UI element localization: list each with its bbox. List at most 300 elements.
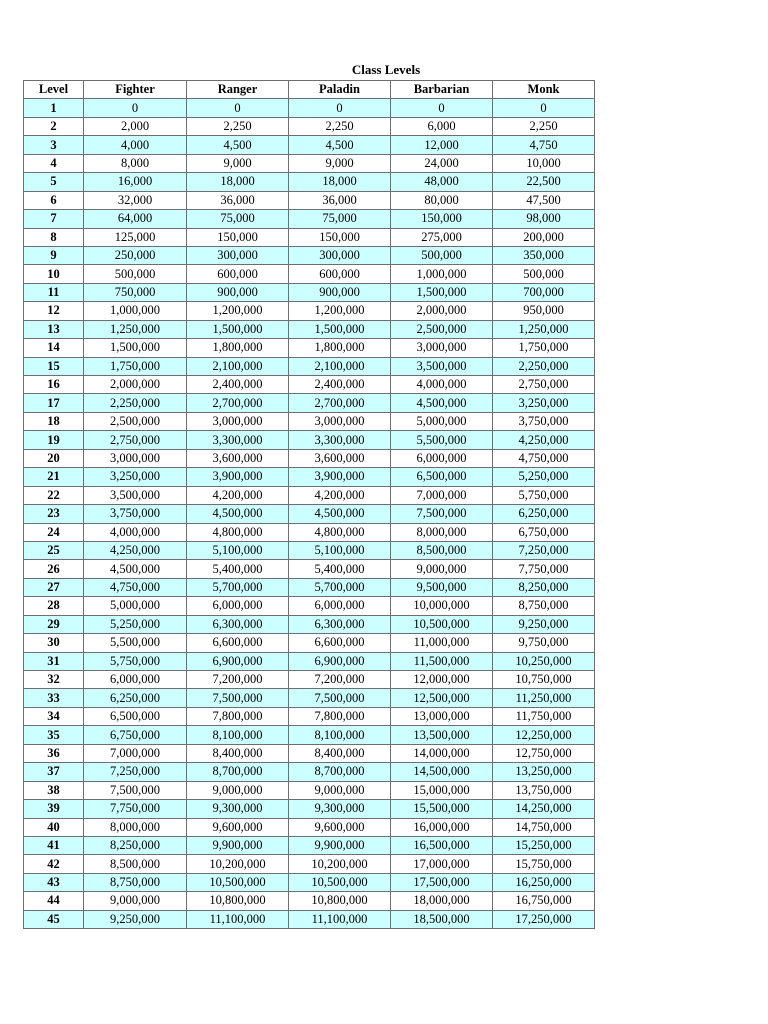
level-cell: 8 bbox=[24, 228, 84, 246]
monk-cell: 3,750,000 bbox=[493, 412, 595, 430]
barbarian-cell: 3,000,000 bbox=[391, 339, 493, 357]
column-header-level: Level bbox=[24, 81, 84, 99]
fighter-cell: 5,750,000 bbox=[84, 652, 187, 670]
level-cell: 9 bbox=[24, 246, 84, 264]
barbarian-cell: 7,000,000 bbox=[391, 486, 493, 504]
table-row bbox=[24, 265, 595, 283]
paladin-cell: 9,900,000 bbox=[289, 836, 391, 854]
table-row bbox=[24, 320, 595, 338]
paladin-cell: 6,300,000 bbox=[289, 615, 391, 633]
monk-cell: 7,250,000 bbox=[493, 541, 595, 559]
level-cell: 17 bbox=[24, 394, 84, 412]
barbarian-cell: 16,500,000 bbox=[391, 836, 493, 854]
monk-cell: 13,250,000 bbox=[493, 763, 595, 781]
monk-cell: 4,750,000 bbox=[493, 449, 595, 467]
level-cell: 10 bbox=[24, 265, 84, 283]
table-row bbox=[24, 873, 595, 891]
paladin-cell: 150,000 bbox=[289, 228, 391, 246]
column-header-fighter: Fighter bbox=[84, 81, 187, 99]
fighter-cell: 9,250,000 bbox=[84, 910, 187, 928]
level-cell: 14 bbox=[24, 339, 84, 357]
paladin-cell: 3,000,000 bbox=[289, 412, 391, 430]
fighter-cell: 7,250,000 bbox=[84, 763, 187, 781]
fighter-cell: 1,000,000 bbox=[84, 302, 187, 320]
fighter-cell: 250,000 bbox=[84, 246, 187, 264]
paladin-cell: 2,100,000 bbox=[289, 357, 391, 375]
monk-cell: 10,250,000 bbox=[493, 652, 595, 670]
paladin-cell: 2,400,000 bbox=[289, 376, 391, 394]
table-row bbox=[24, 99, 595, 117]
monk-cell: 16,250,000 bbox=[493, 873, 595, 891]
fighter-cell: 7,000,000 bbox=[84, 744, 187, 762]
monk-cell: 1,750,000 bbox=[493, 339, 595, 357]
level-cell: 44 bbox=[24, 892, 84, 910]
ranger-cell: 3,000,000 bbox=[187, 412, 289, 430]
fighter-cell: 4,000 bbox=[84, 136, 187, 154]
fighter-cell: 16,000 bbox=[84, 173, 187, 191]
monk-cell: 11,250,000 bbox=[493, 689, 595, 707]
column-header-ranger: Ranger bbox=[187, 81, 289, 99]
level-cell: 43 bbox=[24, 873, 84, 891]
monk-cell: 8,750,000 bbox=[493, 597, 595, 615]
paladin-cell: 4,500 bbox=[289, 136, 391, 154]
level-cell: 41 bbox=[24, 836, 84, 854]
ranger-cell: 75,000 bbox=[187, 210, 289, 228]
ranger-cell: 10,800,000 bbox=[187, 892, 289, 910]
ranger-cell: 8,100,000 bbox=[187, 726, 289, 744]
fighter-cell: 3,500,000 bbox=[84, 486, 187, 504]
level-cell: 2 bbox=[24, 117, 84, 135]
paladin-cell: 6,900,000 bbox=[289, 652, 391, 670]
monk-cell: 15,750,000 bbox=[493, 855, 595, 873]
ranger-cell: 10,200,000 bbox=[187, 855, 289, 873]
table-row bbox=[24, 228, 595, 246]
monk-cell: 5,750,000 bbox=[493, 486, 595, 504]
barbarian-cell: 2,500,000 bbox=[391, 320, 493, 338]
barbarian-cell: 14,000,000 bbox=[391, 744, 493, 762]
fighter-cell: 1,750,000 bbox=[84, 357, 187, 375]
paladin-cell: 11,100,000 bbox=[289, 910, 391, 928]
table-row bbox=[24, 210, 595, 228]
ranger-cell: 2,250 bbox=[187, 117, 289, 135]
table-row bbox=[24, 246, 595, 264]
monk-cell: 10,000 bbox=[493, 154, 595, 172]
paladin-cell: 10,800,000 bbox=[289, 892, 391, 910]
paladin-cell: 3,600,000 bbox=[289, 449, 391, 467]
barbarian-cell: 500,000 bbox=[391, 246, 493, 264]
paladin-cell: 10,200,000 bbox=[289, 855, 391, 873]
class-levels-table bbox=[23, 80, 595, 929]
paladin-cell: 1,800,000 bbox=[289, 339, 391, 357]
table-title: Class Levels bbox=[351, 62, 421, 77]
barbarian-cell: 17,500,000 bbox=[391, 873, 493, 891]
ranger-cell: 11,100,000 bbox=[187, 910, 289, 928]
fighter-cell: 7,750,000 bbox=[84, 800, 187, 818]
level-cell: 37 bbox=[24, 763, 84, 781]
monk-cell: 2,250,000 bbox=[493, 357, 595, 375]
level-cell: 21 bbox=[24, 468, 84, 486]
ranger-cell: 1,200,000 bbox=[187, 302, 289, 320]
table-row bbox=[24, 744, 595, 762]
ranger-cell: 10,500,000 bbox=[187, 873, 289, 891]
monk-cell: 13,750,000 bbox=[493, 781, 595, 799]
fighter-cell: 6,750,000 bbox=[84, 726, 187, 744]
fighter-cell: 6,000,000 bbox=[84, 671, 187, 689]
table-row bbox=[24, 431, 595, 449]
level-cell: 40 bbox=[24, 818, 84, 836]
monk-cell: 15,250,000 bbox=[493, 836, 595, 854]
ranger-cell: 4,800,000 bbox=[187, 523, 289, 541]
ranger-cell: 3,900,000 bbox=[187, 468, 289, 486]
table-row bbox=[24, 671, 595, 689]
fighter-cell: 750,000 bbox=[84, 283, 187, 301]
monk-cell: 14,750,000 bbox=[493, 818, 595, 836]
monk-cell: 200,000 bbox=[493, 228, 595, 246]
ranger-cell: 2,400,000 bbox=[187, 376, 289, 394]
monk-cell: 12,750,000 bbox=[493, 744, 595, 762]
table-row bbox=[24, 523, 595, 541]
monk-cell: 6,250,000 bbox=[493, 505, 595, 523]
paladin-cell: 5,700,000 bbox=[289, 578, 391, 596]
fighter-cell: 3,750,000 bbox=[84, 505, 187, 523]
level-cell: 27 bbox=[24, 578, 84, 596]
ranger-cell: 2,100,000 bbox=[187, 357, 289, 375]
paladin-cell: 8,400,000 bbox=[289, 744, 391, 762]
barbarian-cell: 17,000,000 bbox=[391, 855, 493, 873]
barbarian-cell: 8,000,000 bbox=[391, 523, 493, 541]
paladin-cell: 600,000 bbox=[289, 265, 391, 283]
ranger-cell: 900,000 bbox=[187, 283, 289, 301]
barbarian-cell: 15,500,000 bbox=[391, 800, 493, 818]
table-row bbox=[24, 468, 595, 486]
ranger-cell: 9,300,000 bbox=[187, 800, 289, 818]
fighter-cell: 1,250,000 bbox=[84, 320, 187, 338]
ranger-cell: 4,500 bbox=[187, 136, 289, 154]
ranger-cell: 9,600,000 bbox=[187, 818, 289, 836]
barbarian-cell: 11,500,000 bbox=[391, 652, 493, 670]
column-header-paladin: Paladin bbox=[289, 81, 391, 99]
table-row bbox=[24, 781, 595, 799]
table-row bbox=[24, 763, 595, 781]
fighter-cell: 4,250,000 bbox=[84, 541, 187, 559]
monk-cell: 9,750,000 bbox=[493, 634, 595, 652]
level-cell: 31 bbox=[24, 652, 84, 670]
barbarian-cell: 4,000,000 bbox=[391, 376, 493, 394]
level-cell: 45 bbox=[24, 910, 84, 928]
fighter-cell: 4,750,000 bbox=[84, 578, 187, 596]
monk-cell: 22,500 bbox=[493, 173, 595, 191]
barbarian-cell: 2,000,000 bbox=[391, 302, 493, 320]
fighter-cell: 500,000 bbox=[84, 265, 187, 283]
ranger-cell: 7,500,000 bbox=[187, 689, 289, 707]
table-row bbox=[24, 818, 595, 836]
ranger-cell: 8,700,000 bbox=[187, 763, 289, 781]
level-cell: 15 bbox=[24, 357, 84, 375]
fighter-cell: 8,500,000 bbox=[84, 855, 187, 873]
monk-cell: 8,250,000 bbox=[493, 578, 595, 596]
level-cell: 16 bbox=[24, 376, 84, 394]
ranger-cell: 9,000,000 bbox=[187, 781, 289, 799]
level-cell: 7 bbox=[24, 210, 84, 228]
table-row bbox=[24, 597, 595, 615]
fighter-cell: 5,500,000 bbox=[84, 634, 187, 652]
paladin-cell: 5,100,000 bbox=[289, 541, 391, 559]
table-row bbox=[24, 505, 595, 523]
monk-cell: 5,250,000 bbox=[493, 468, 595, 486]
paladin-cell: 36,000 bbox=[289, 191, 391, 209]
table-row bbox=[24, 707, 595, 725]
paladin-cell: 6,000,000 bbox=[289, 597, 391, 615]
monk-cell: 11,750,000 bbox=[493, 707, 595, 725]
table-row bbox=[24, 560, 595, 578]
table-row bbox=[24, 136, 595, 154]
level-cell: 32 bbox=[24, 671, 84, 689]
level-cell: 5 bbox=[24, 173, 84, 191]
table-row bbox=[24, 394, 595, 412]
monk-cell: 4,250,000 bbox=[493, 431, 595, 449]
ranger-cell: 5,400,000 bbox=[187, 560, 289, 578]
paladin-cell: 4,500,000 bbox=[289, 505, 391, 523]
table-row bbox=[24, 892, 595, 910]
level-cell: 30 bbox=[24, 634, 84, 652]
paladin-cell: 8,100,000 bbox=[289, 726, 391, 744]
table-row bbox=[24, 726, 595, 744]
ranger-cell: 5,100,000 bbox=[187, 541, 289, 559]
level-cell: 6 bbox=[24, 191, 84, 209]
barbarian-cell: 12,000,000 bbox=[391, 671, 493, 689]
level-cell: 13 bbox=[24, 320, 84, 338]
fighter-cell: 7,500,000 bbox=[84, 781, 187, 799]
header-row bbox=[24, 81, 595, 99]
level-cell: 18 bbox=[24, 412, 84, 430]
monk-cell: 4,750 bbox=[493, 136, 595, 154]
barbarian-cell: 6,000 bbox=[391, 117, 493, 135]
paladin-cell: 8,700,000 bbox=[289, 763, 391, 781]
paladin-cell: 9,600,000 bbox=[289, 818, 391, 836]
paladin-cell: 75,000 bbox=[289, 210, 391, 228]
ranger-cell: 6,300,000 bbox=[187, 615, 289, 633]
fighter-cell: 2,000 bbox=[84, 117, 187, 135]
table-row bbox=[24, 117, 595, 135]
fighter-cell: 3,000,000 bbox=[84, 449, 187, 467]
monk-cell: 17,250,000 bbox=[493, 910, 595, 928]
paladin-cell: 9,000 bbox=[289, 154, 391, 172]
barbarian-cell: 9,000,000 bbox=[391, 560, 493, 578]
paladin-cell: 7,200,000 bbox=[289, 671, 391, 689]
paladin-cell: 3,900,000 bbox=[289, 468, 391, 486]
paladin-cell: 4,200,000 bbox=[289, 486, 391, 504]
level-cell: 24 bbox=[24, 523, 84, 541]
monk-cell: 0 bbox=[493, 99, 595, 117]
table-row bbox=[24, 357, 595, 375]
monk-cell: 10,750,000 bbox=[493, 671, 595, 689]
monk-cell: 9,250,000 bbox=[493, 615, 595, 633]
paladin-cell: 1,500,000 bbox=[289, 320, 391, 338]
barbarian-cell: 18,500,000 bbox=[391, 910, 493, 928]
level-cell: 26 bbox=[24, 560, 84, 578]
table-row bbox=[24, 191, 595, 209]
barbarian-cell: 1,500,000 bbox=[391, 283, 493, 301]
level-cell: 36 bbox=[24, 744, 84, 762]
barbarian-cell: 11,000,000 bbox=[391, 634, 493, 652]
paladin-cell: 10,500,000 bbox=[289, 873, 391, 891]
paladin-cell: 7,500,000 bbox=[289, 689, 391, 707]
fighter-cell: 2,250,000 bbox=[84, 394, 187, 412]
level-cell: 29 bbox=[24, 615, 84, 633]
paladin-cell: 3,300,000 bbox=[289, 431, 391, 449]
monk-cell: 6,750,000 bbox=[493, 523, 595, 541]
ranger-cell: 600,000 bbox=[187, 265, 289, 283]
fighter-cell: 5,250,000 bbox=[84, 615, 187, 633]
fighter-cell: 1,500,000 bbox=[84, 339, 187, 357]
barbarian-cell: 48,000 bbox=[391, 173, 493, 191]
barbarian-cell: 3,500,000 bbox=[391, 357, 493, 375]
monk-cell: 12,250,000 bbox=[493, 726, 595, 744]
barbarian-cell: 9,500,000 bbox=[391, 578, 493, 596]
level-cell: 1 bbox=[24, 99, 84, 117]
paladin-cell: 4,800,000 bbox=[289, 523, 391, 541]
table-row bbox=[24, 541, 595, 559]
paladin-cell: 1,200,000 bbox=[289, 302, 391, 320]
level-cell: 4 bbox=[24, 154, 84, 172]
fighter-cell: 2,000,000 bbox=[84, 376, 187, 394]
fighter-cell: 6,500,000 bbox=[84, 707, 187, 725]
level-cell: 22 bbox=[24, 486, 84, 504]
fighter-cell: 8,000,000 bbox=[84, 818, 187, 836]
fighter-cell: 8,250,000 bbox=[84, 836, 187, 854]
ranger-cell: 18,000 bbox=[187, 173, 289, 191]
monk-cell: 2,750,000 bbox=[493, 376, 595, 394]
barbarian-cell: 15,000,000 bbox=[391, 781, 493, 799]
level-cell: 34 bbox=[24, 707, 84, 725]
level-cell: 20 bbox=[24, 449, 84, 467]
level-cell: 3 bbox=[24, 136, 84, 154]
barbarian-cell: 6,500,000 bbox=[391, 468, 493, 486]
fighter-cell: 8,000 bbox=[84, 154, 187, 172]
monk-cell: 500,000 bbox=[493, 265, 595, 283]
fighter-cell: 125,000 bbox=[84, 228, 187, 246]
level-cell: 39 bbox=[24, 800, 84, 818]
barbarian-cell: 16,000,000 bbox=[391, 818, 493, 836]
monk-cell: 98,000 bbox=[493, 210, 595, 228]
level-cell: 19 bbox=[24, 431, 84, 449]
table-row bbox=[24, 412, 595, 430]
barbarian-cell: 24,000 bbox=[391, 154, 493, 172]
level-cell: 25 bbox=[24, 541, 84, 559]
barbarian-cell: 5,000,000 bbox=[391, 412, 493, 430]
fighter-cell: 2,750,000 bbox=[84, 431, 187, 449]
monk-cell: 700,000 bbox=[493, 283, 595, 301]
ranger-cell: 3,300,000 bbox=[187, 431, 289, 449]
monk-cell: 47,500 bbox=[493, 191, 595, 209]
ranger-cell: 4,500,000 bbox=[187, 505, 289, 523]
monk-cell: 350,000 bbox=[493, 246, 595, 264]
table-row bbox=[24, 486, 595, 504]
table-row bbox=[24, 855, 595, 873]
barbarian-cell: 10,500,000 bbox=[391, 615, 493, 633]
monk-cell: 1,250,000 bbox=[493, 320, 595, 338]
column-header-barbarian: Barbarian bbox=[391, 81, 493, 99]
table-row bbox=[24, 800, 595, 818]
fighter-cell: 4,000,000 bbox=[84, 523, 187, 541]
monk-cell: 3,250,000 bbox=[493, 394, 595, 412]
monk-cell: 2,250 bbox=[493, 117, 595, 135]
ranger-cell: 7,200,000 bbox=[187, 671, 289, 689]
ranger-cell: 6,600,000 bbox=[187, 634, 289, 652]
table-row bbox=[24, 652, 595, 670]
barbarian-cell: 13,000,000 bbox=[391, 707, 493, 725]
fighter-cell: 9,000,000 bbox=[84, 892, 187, 910]
ranger-cell: 5,700,000 bbox=[187, 578, 289, 596]
barbarian-cell: 0 bbox=[391, 99, 493, 117]
fighter-cell: 3,250,000 bbox=[84, 468, 187, 486]
ranger-cell: 2,700,000 bbox=[187, 394, 289, 412]
table-row bbox=[24, 173, 595, 191]
table-row bbox=[24, 302, 595, 320]
barbarian-cell: 4,500,000 bbox=[391, 394, 493, 412]
paladin-cell: 300,000 bbox=[289, 246, 391, 264]
column-header-monk: Monk bbox=[493, 81, 595, 99]
ranger-cell: 6,900,000 bbox=[187, 652, 289, 670]
ranger-cell: 8,400,000 bbox=[187, 744, 289, 762]
paladin-cell: 5,400,000 bbox=[289, 560, 391, 578]
paladin-cell: 900,000 bbox=[289, 283, 391, 301]
level-cell: 23 bbox=[24, 505, 84, 523]
paladin-cell: 9,300,000 bbox=[289, 800, 391, 818]
fighter-cell: 32,000 bbox=[84, 191, 187, 209]
barbarian-cell: 14,500,000 bbox=[391, 763, 493, 781]
monk-cell: 14,250,000 bbox=[493, 800, 595, 818]
monk-cell: 16,750,000 bbox=[493, 892, 595, 910]
monk-cell: 950,000 bbox=[493, 302, 595, 320]
table-body bbox=[24, 99, 595, 929]
level-cell: 33 bbox=[24, 689, 84, 707]
table-row bbox=[24, 339, 595, 357]
fighter-cell: 64,000 bbox=[84, 210, 187, 228]
ranger-cell: 36,000 bbox=[187, 191, 289, 209]
paladin-cell: 18,000 bbox=[289, 173, 391, 191]
barbarian-cell: 18,000,000 bbox=[391, 892, 493, 910]
fighter-cell: 2,500,000 bbox=[84, 412, 187, 430]
fighter-cell: 5,000,000 bbox=[84, 597, 187, 615]
paladin-cell: 2,700,000 bbox=[289, 394, 391, 412]
fighter-cell: 4,500,000 bbox=[84, 560, 187, 578]
ranger-cell: 3,600,000 bbox=[187, 449, 289, 467]
barbarian-cell: 150,000 bbox=[391, 210, 493, 228]
level-cell: 11 bbox=[24, 283, 84, 301]
ranger-cell: 9,000 bbox=[187, 154, 289, 172]
level-cell: 28 bbox=[24, 597, 84, 615]
table-row bbox=[24, 283, 595, 301]
barbarian-cell: 13,500,000 bbox=[391, 726, 493, 744]
barbarian-cell: 8,500,000 bbox=[391, 541, 493, 559]
ranger-cell: 300,000 bbox=[187, 246, 289, 264]
table-row bbox=[24, 578, 595, 596]
table-row bbox=[24, 689, 595, 707]
level-cell: 12 bbox=[24, 302, 84, 320]
table-row bbox=[24, 154, 595, 172]
fighter-cell: 6,250,000 bbox=[84, 689, 187, 707]
monk-cell: 7,750,000 bbox=[493, 560, 595, 578]
ranger-cell: 4,200,000 bbox=[187, 486, 289, 504]
barbarian-cell: 5,500,000 bbox=[391, 431, 493, 449]
barbarian-cell: 80,000 bbox=[391, 191, 493, 209]
barbarian-cell: 1,000,000 bbox=[391, 265, 493, 283]
barbarian-cell: 6,000,000 bbox=[391, 449, 493, 467]
paladin-cell: 7,800,000 bbox=[289, 707, 391, 725]
ranger-cell: 1,500,000 bbox=[187, 320, 289, 338]
paladin-cell: 9,000,000 bbox=[289, 781, 391, 799]
